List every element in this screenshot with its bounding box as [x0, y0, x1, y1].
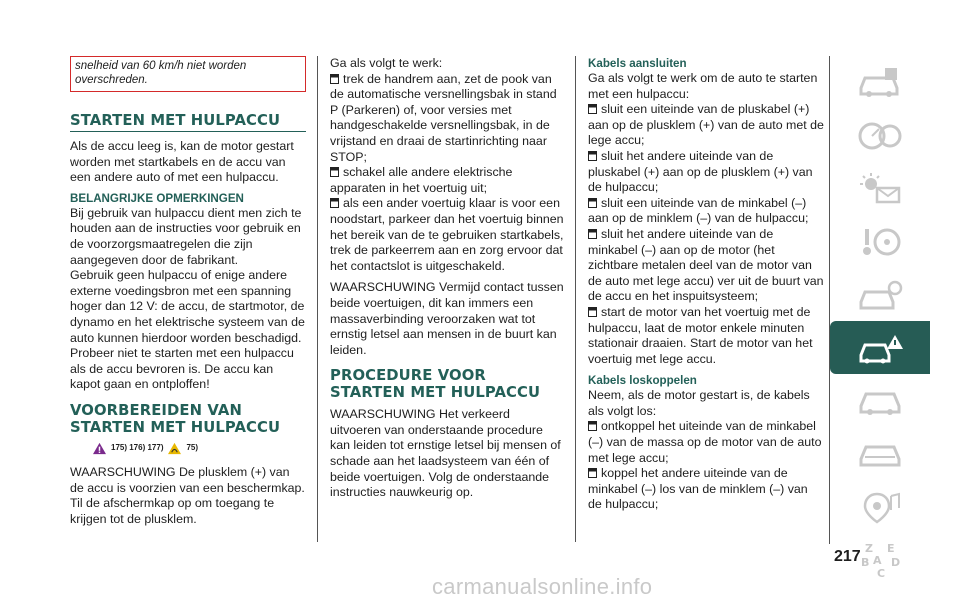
column-divider	[317, 56, 318, 542]
safety-wheel-icon	[855, 225, 905, 259]
emergency-car-icon	[855, 331, 905, 365]
chapter-tabs	[830, 56, 930, 586]
svg-text:D: D	[891, 555, 901, 569]
svg-text:A: A	[873, 553, 882, 567]
svg-text:C: C	[877, 566, 886, 580]
svg-text:B: B	[861, 555, 870, 569]
bullet-item: sluit het andere uiteinde van de minkabel (–) aan op de motor (het zichtbare metalen deel van de motor van de auto met lege accu) ver uit de buurt van de accu en het inspuitsysteem;	[588, 226, 824, 304]
arrow-bullet-icon	[588, 198, 597, 208]
svg-text:Z: Z	[865, 541, 873, 555]
column-3	[588, 56, 824, 513]
index-letters-icon	[855, 540, 905, 580]
warning-triangle-icon	[92, 442, 107, 455]
arrow-bullet-icon	[330, 167, 339, 177]
reference-line	[92, 442, 306, 455]
tab-multimedia[interactable]	[830, 480, 930, 533]
sub-heading-disconnect-cables: Kabels loskoppelen	[588, 374, 697, 388]
section-heading-procedure: PROCEDURE VOOR STARTEN MET HULPACCU	[330, 367, 541, 402]
bullet-item: trek de handrem aan, zet de pook van de automatische versnellingsbak in stand P (Parkeren) of, voor versies met handgeschakelde versnellingsbak, in de vrijstand en draai de startinrichting naar STOP;	[330, 71, 557, 164]
bullet-item: schakel alle andere elektrische apparaten in het voertuig uit;	[330, 165, 513, 195]
arrow-bullet-icon	[588, 307, 597, 317]
tab-service[interactable]	[830, 374, 930, 427]
car-wrench-icon	[855, 278, 905, 312]
lead-text: Neem, als de motor gestart is, de kabels als volgt los:	[588, 388, 810, 418]
arrow-bullet-icon	[588, 229, 597, 239]
bullet-item: koppel het andere uiteinde van de minkabel (–) los van de minklem (–) van de hulpaccu;	[588, 466, 808, 512]
sub-heading-important-notes: BELANGRIJKE OPMERKINGEN	[70, 191, 244, 205]
bullet-item: ontkoppel het uiteinde van de minkabel (–) van de massa op de motor van de auto met lege accu;	[588, 419, 822, 465]
page-number: 217	[834, 548, 861, 565]
watermark: carmanualsonline.info	[432, 574, 653, 599]
bullet-item: als een ander voertuig klaar is voor een noodstart, parkeer dan het voertuig binnen het bereik van de te gebruiken startkabels, trek de parkeerrem aan en zorg ervoor dat het contactslot is uitgeschakeld.	[330, 196, 564, 273]
svg-text:E: E	[887, 541, 895, 555]
column-2	[330, 56, 564, 501]
column-1	[70, 56, 306, 527]
paragraph: Gebruik geen hulpaccu of enige andere externe voedingsbron met een spanning hoger dan 12 V: de accu, de startmotor, de dynamo en het elektrische systeem van de auto kunnen hierdoor worden beschadigd.	[70, 268, 305, 345]
caution-references: 75)	[186, 443, 199, 453]
arrow-bullet-icon	[588, 104, 597, 114]
bullet-item: sluit het andere uiteinde van de pluskabel (+) aan op de plusklem (+) van de hulpaccu;	[588, 148, 813, 195]
arrow-bullet-icon	[588, 421, 597, 431]
section-heading-jump-start: STARTEN MET HULPACCU	[70, 112, 306, 132]
warning-paragraph: WAARSCHUWING De plusklem (+) van de accu is voorzien van een beschermkap. Til de afschermkap op om toegang te krijgen tot de plusklem.	[70, 464, 305, 526]
tab-starting[interactable]	[830, 268, 930, 321]
paragraph: Bij gebruik van hulpaccu dient men zich te houden aan de instructies voor gebruik en de voorzorgsmaatregelen die zijn aangegeven door de fabrikant.	[70, 205, 302, 267]
caution-triangle-icon	[167, 442, 182, 455]
tab-emergency[interactable]	[830, 321, 930, 374]
warning-paragraph: WAARSCHUWING Het verkeerd uitvoeren van onderstaande procedure kan leiden tot ernstige letsel bij mensen of schade aan het laadsysteem van één of beide voertuigen. Volg de onderstaande instructies nauwkeurig op.	[330, 407, 561, 500]
sub-heading-connect-cables: Kabels aansluiten	[588, 57, 687, 70]
warning-box: snelheid van 60 km/h niet worden overschreden.	[70, 56, 306, 92]
arrow-bullet-icon	[330, 198, 339, 208]
car-info-icon	[855, 66, 905, 100]
arrow-bullet-icon	[330, 74, 339, 84]
warning-paragraph: WAARSCHUWING Vermijd contact tussen beide voertuigen, dit kan immers een massaverbinding veroorzaken wat tot ernstig letsel aan mensen in de buurt kan leiden.	[330, 280, 564, 357]
bullet-item: sluit een uiteinde van de pluskabel (+) aan op de plusklem (+) van de auto met de lege accu;	[588, 102, 824, 148]
tab-specs[interactable]	[830, 427, 930, 480]
bullet-item: start de motor van het voertuig met de hulpaccu, laat de motor enkele minuten stationair draaien. Start de motor van het voertuig met lege accu.	[588, 304, 813, 366]
tab-lights[interactable]	[830, 162, 930, 215]
column-divider	[575, 56, 576, 542]
lead-text: Ga als volgt te werk om de auto te starten met een hulpaccu:	[588, 71, 818, 101]
car-service-icon	[855, 384, 905, 418]
lead-text: Ga als volgt te werk:	[330, 56, 443, 70]
lights-mail-icon	[855, 172, 905, 206]
car-specs-icon	[855, 437, 905, 471]
tab-car-info[interactable]	[830, 56, 930, 109]
bullet-item: sluit een uiteinde van de minkabel (–) aan op de minklem (–) van de hulpaccu;	[588, 195, 809, 226]
multimedia-icon	[855, 490, 905, 524]
intro-paragraph: Als de accu leeg is, kan de motor gestart worden met startkabels en de accu van een andere auto of met een hulpaccu.	[70, 139, 294, 185]
paragraph: Probeer niet te starten met een hulpaccu als de accu bevroren is. De accu kan kapot gaan en ontploffen!	[70, 346, 294, 392]
warning-references: 175) 176) 177)	[111, 443, 164, 453]
arrow-bullet-icon	[588, 468, 597, 478]
tab-safety[interactable]	[830, 215, 930, 268]
dashboard-gauge-icon	[855, 119, 905, 153]
arrow-bullet-icon	[588, 151, 597, 161]
tab-dashboard[interactable]	[830, 109, 930, 162]
section-heading-preparation: VOORBEREIDEN VAN STARTEN MET HULPACCU	[70, 401, 281, 436]
